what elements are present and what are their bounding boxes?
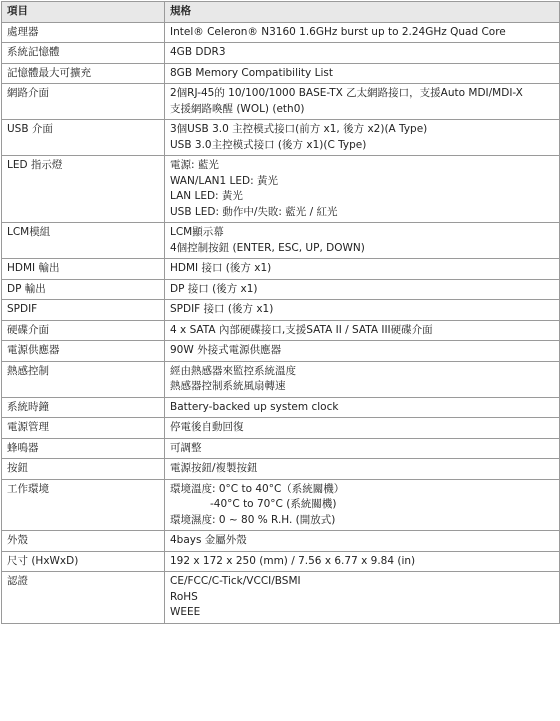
spec-value-line: SPDIF 接口 (後方 x1) [170,303,274,315]
table-row [2,341,560,362]
spec-value-line: Intel® Celeron® N3160 1.6GHz burst up to 2.24GHz Quad Core [170,25,506,38]
table-row [2,361,560,397]
spec-value-line: 4 x SATA 內部硬碟接口,支援SATA II / SATA III硬碟介面 [170,323,433,336]
spec-value-line: 熱感器控制系統風扇轉速 [170,380,286,392]
spec-value-line: 3個USB 3.0 主控模式接口(前方 x1, 後方 x2)(A Type) [170,123,428,135]
spec-value-line: -40°C to 70°C (系統關機) [210,498,337,510]
spec-value-line: USB LED: 動作中/失敗: 藍光 / 紅光 [170,205,338,218]
spec-item-value [165,120,560,156]
spec-value-line: HDMI 接口 (後方 x1) [170,262,272,274]
spec-table-body [2,22,560,623]
spec-item-value [165,459,560,480]
spec-item-value [165,156,560,223]
table-row [2,572,560,624]
table-row [2,43,560,64]
spec-item-value [165,551,560,572]
spec-value-line: 停電後自動回復 [170,421,244,433]
table-header-row [2,2,560,23]
spec-item-name: 按鈕 [2,459,165,480]
table-row [2,223,560,259]
table-row [2,84,560,120]
table-row [2,156,560,223]
spec-item-name: 處理器 [2,22,165,43]
spec-item-value [165,259,560,280]
spec-value-line: 192 x 172 x 250 (mm) / 7.56 x 6.77 x 9.84 (in) [170,554,416,567]
spec-value-line: CE/FCC/C-Tick/VCCI/BSMI [170,575,301,587]
spec-value-line: 2個RJ-45的 10/100/1000 BASE-TX 乙太網路接口，支援Auto MDI/MDI-X [170,87,523,99]
spec-value-line: Battery-backed up system clock [170,400,339,413]
table-row [2,320,560,341]
spec-item-name: LED 指示燈 [2,156,165,223]
spec-item-value [165,223,560,259]
table-row [2,22,560,43]
spec-item-name: 電源管理 [2,418,165,439]
spec-item-value [165,531,560,552]
spec-item-value [165,84,560,120]
spec-item-value [165,43,560,64]
spec-value-line: WAN/LAN1 LED: 黃光 [170,174,278,187]
spec-value-line: 4bays 金屬外殼 [170,534,247,546]
spec-item-value [165,438,560,459]
table-row [2,279,560,300]
spec-value-line: 電源: 藍光 [170,159,219,171]
spec-value-line: DP 接口 (後方 x1) [170,282,258,295]
table-row [2,259,560,280]
table-row [2,397,560,418]
spec-value-line: 90W 外接式電源供應器 [170,344,282,356]
table-row [2,300,560,321]
spec-value-line: LAN LED: 黃光 [170,190,243,202]
spec-value-line: 支援網路喚醒 (WOL) (eth0) [170,102,305,115]
spec-item-value [165,300,560,321]
spec-item-value [165,397,560,418]
spec-item-name: LCM模組 [2,223,165,259]
spec-item-name: 熱感控制 [2,361,165,397]
spec-item-name: 系統記憶體 [2,43,165,64]
table-row [2,479,560,531]
table-row [2,418,560,439]
spec-value-line: USB 3.0主控模式接口 (後方 x1)(C Type) [170,138,367,151]
spec-item-name: 認證 [2,572,165,624]
spec-item-value [165,320,560,341]
spec-item-name: SPDIF [2,300,165,321]
header-item: 項目 [2,2,165,23]
spec-item-name: USB 介面 [2,120,165,156]
spec-value-line: 環境濕度: 0 ~ 80 % R.H. (開放式) [170,513,336,526]
spec-table [1,1,560,624]
spec-value-line: 經由熱感器來監控系統溫度 [170,364,296,377]
spec-item-name: 網路介面 [2,84,165,120]
spec-value-line: RoHS [170,590,198,603]
table-row [2,120,560,156]
table-row [2,551,560,572]
table-row [2,531,560,552]
header-spec: 規格 [165,2,560,23]
spec-item-name: 外殼 [2,531,165,552]
spec-item-value [165,572,560,624]
spec-value-line: WEEE [170,606,201,618]
spec-item-name: HDMI 輸出 [2,259,165,280]
spec-item-name: 電源供應器 [2,341,165,362]
spec-item-name: DP 輸出 [2,279,165,300]
spec-item-name: 系統時鐘 [2,397,165,418]
spec-item-name: 記憶體最大可擴充 [2,63,165,84]
spec-item-value [165,22,560,43]
spec-item-value [165,341,560,362]
spec-item-name: 硬碟介面 [2,320,165,341]
spec-item-value [165,418,560,439]
spec-item-value [165,479,560,531]
table-row [2,63,560,84]
table-row [2,438,560,459]
table-row [2,459,560,480]
spec-value-line: 環境溫度: 0°C to 40°C（系統關機） [170,482,345,495]
spec-item-value [165,361,560,397]
spec-value-line: 4個控制按鈕 (ENTER, ESC, UP, DOWN) [170,241,365,254]
spec-item-name: 工作環境 [2,479,165,531]
spec-item-value [165,63,560,84]
spec-item-name: 蜂鳴器 [2,438,165,459]
spec-value-line: 4GB DDR3 [170,46,226,58]
spec-value-line: 8GB Memory Compatibility List [170,66,333,79]
spec-value-line: 可調整 [170,441,202,454]
spec-value-line: 電源按鈕/複製按鈕 [170,462,258,474]
spec-item-name: 尺寸 (HxWxD) [2,551,165,572]
spec-value-line: LCM顯示幕 [170,226,224,238]
spec-item-value [165,279,560,300]
